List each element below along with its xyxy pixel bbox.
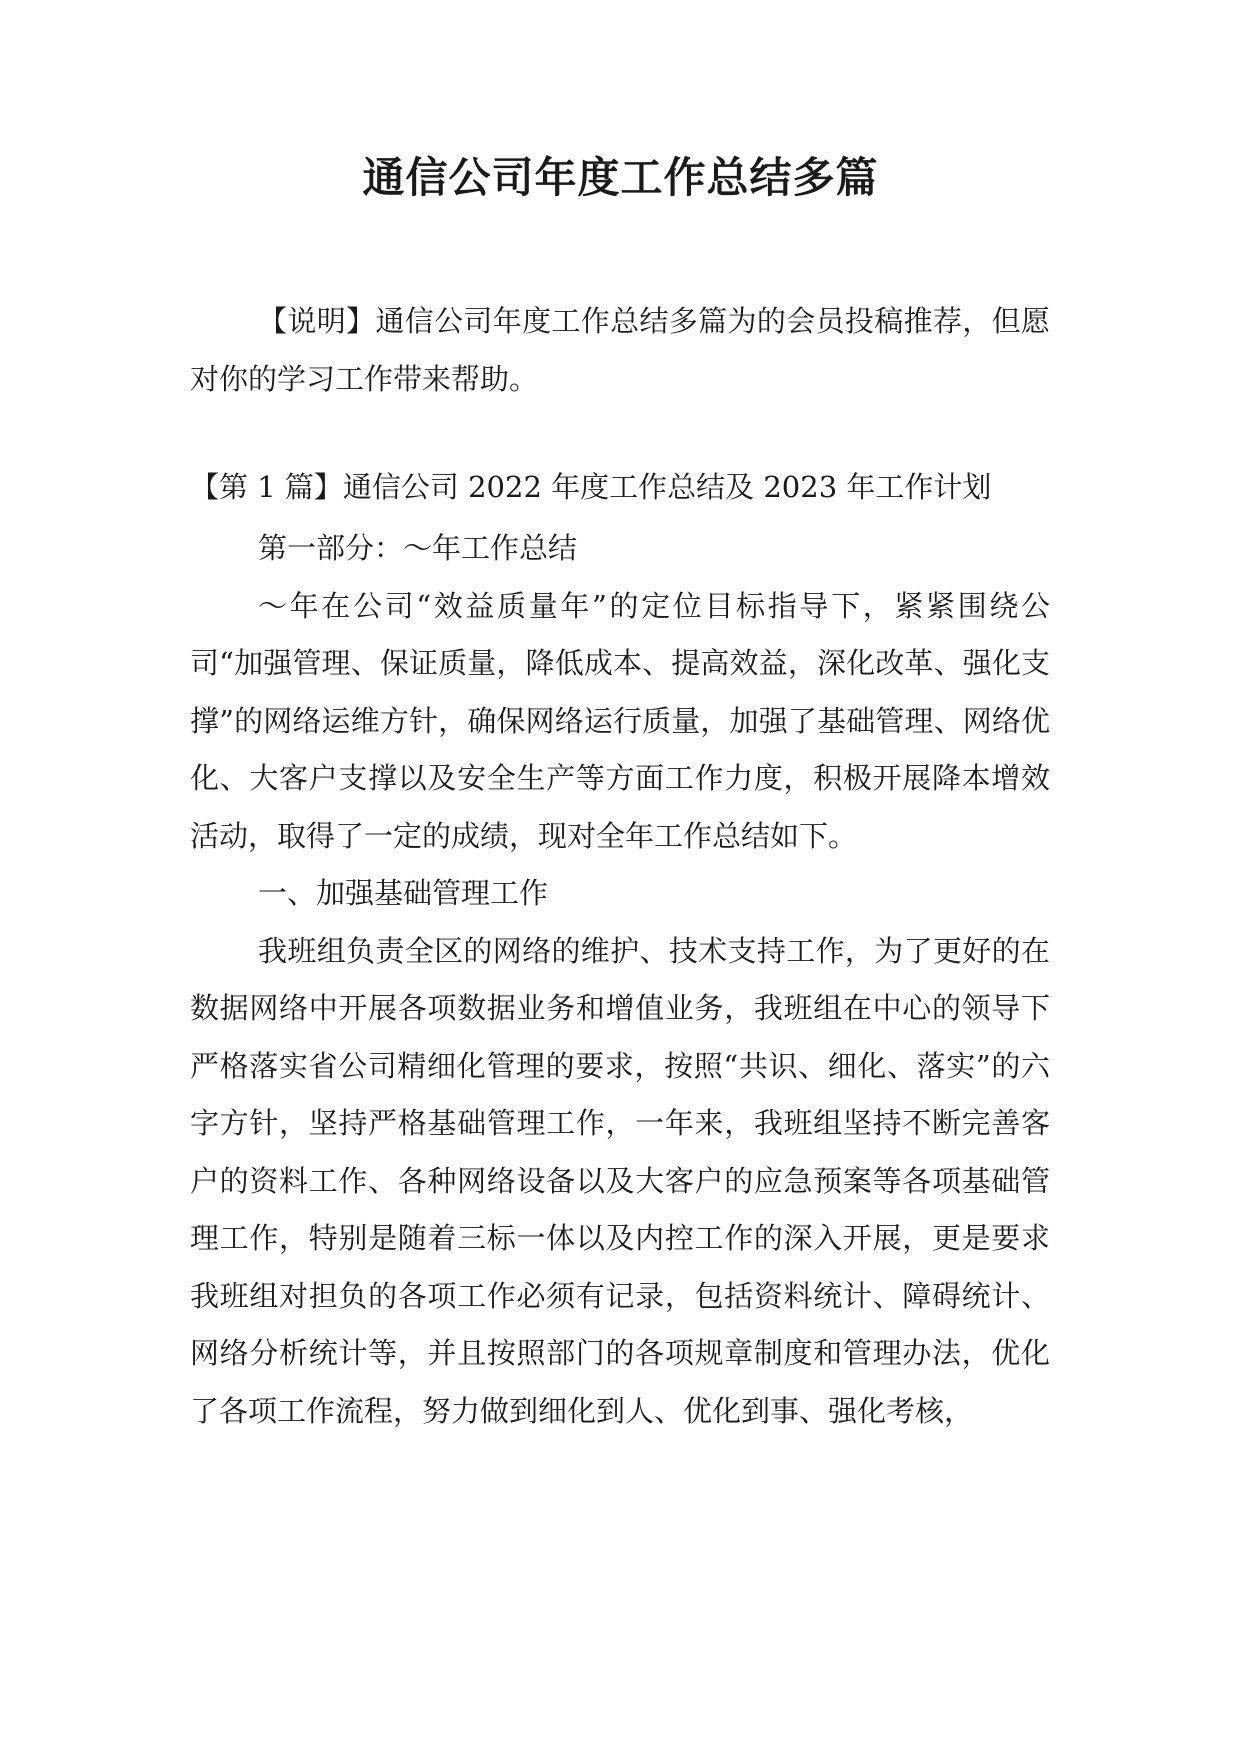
body-paragraph: 我班组负责全区的网络的维护、技术支持工作，为了更好的在数据网络中开展各项数据业务和增值业务，我班组在中心的领导下严格落实省公司精细化管理的要求，按照“共识、细化、落实”的六字方针，坚持严格基础管理工作，一年来，我班组坚持不断完善客户的资料工作、各种网络设备以及大客户的应急预案等各项基础管理工作，特别是随着三标一体以及内控工作的深入开展，更是要求我班组对担负的各项工作必须有记录，包括资料统计、障碍统计、网络分析统计等，并且按照部门的各项规章制度和管理办法，优化了各项工作流程，努力做到细化到人、优化到事、强化考核， — [190, 933, 1050, 1428]
chapter-heading: 【第 1 篇】通信公司 2022 年度工作总结及 2023 年工作计划 — [190, 470, 992, 504]
document-body — [190, 520, 1050, 1440]
section-heading-part-one: 第一部分：～年工作总结 — [258, 531, 578, 565]
document-note: 【说明】通信公司年度工作总结多篇为的会员投稿推荐，但愿对你的学习工作带来帮助。 — [190, 304, 1050, 396]
body-paragraph: ～年在公司“效益质量年”的定位目标指导下，紧紧围绕公司“加强管理、保证质量，降低成本、提高效益，深化改革、强化支撑”的网络运维方针，确保网络运行质量，加强了基础管理、网络优化、大客户支撑以及安全生产等方面工作力度，积极开展降本增效活动，取得了一定的成绩，现对全年工作总结如下。 — [190, 588, 1050, 853]
document-title: 通信公司年度工作总结多篇 — [362, 153, 879, 202]
section-heading-1: 一、加强基础管理工作 — [258, 876, 549, 910]
